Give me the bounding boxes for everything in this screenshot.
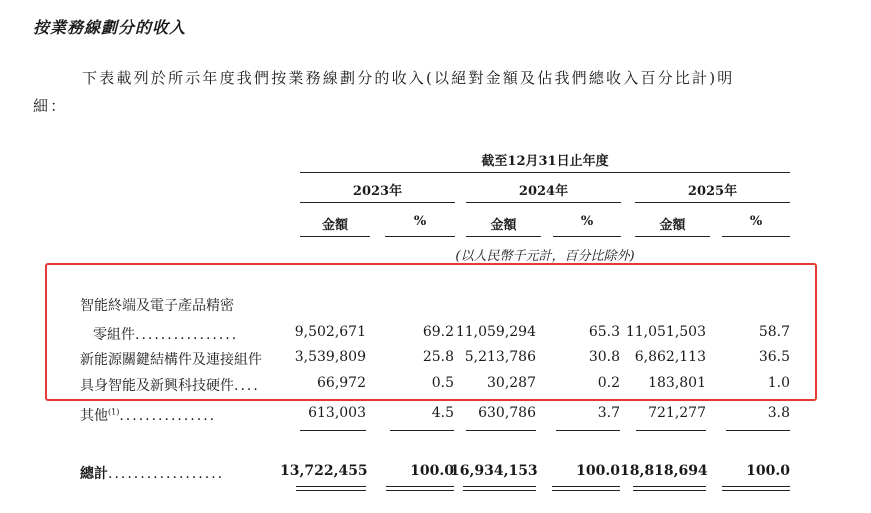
total-value: 18,818,694 [620, 463, 708, 479]
row-label: 新能源關鍵結構件及連接組件 [80, 352, 262, 368]
cell-value: 6,862,113 [634, 349, 706, 365]
cell-value: 0.2 [597, 375, 620, 391]
cell-value: 58.7 [758, 324, 790, 340]
double-underline [296, 486, 366, 491]
total-value: 16,934,153 [450, 463, 538, 479]
row-label: 具身智能及新興科技硬件 [80, 378, 234, 394]
cell-value: 0.5 [431, 375, 454, 391]
cell-value: 3,539,809 [294, 349, 366, 365]
col-underline [466, 236, 541, 237]
row-label: 智能終端及電子產品精密 [80, 298, 234, 314]
intro-paragraph-line-2: 細： [33, 97, 68, 115]
col-underline [553, 236, 621, 237]
cell-value: 721,277 [648, 405, 706, 421]
cell-value: 30,287 [487, 375, 536, 391]
row-label-cont: 零組件 [93, 327, 135, 343]
year-header-2024: 2024年 [518, 184, 569, 199]
sum-line [726, 430, 790, 431]
double-underline [722, 486, 790, 491]
col-amount-2024: 金額 [490, 218, 517, 233]
cell-value: 183,801 [648, 375, 706, 391]
cell-value: 3.7 [597, 405, 620, 421]
col-amount-2025: 金額 [659, 218, 686, 233]
cell-value: 11,051,503 [625, 324, 706, 340]
cell-value: 25.8 [422, 349, 454, 365]
cell-value: 9,502,671 [294, 324, 366, 340]
sum-line [466, 430, 536, 431]
year-header-2023: 2023年 [352, 184, 403, 199]
col-underline [722, 236, 790, 237]
highlight-box [45, 263, 817, 401]
cell-value: 1.0 [767, 375, 790, 391]
leader-dots: ................ [135, 327, 239, 343]
year-header-2025: 2025年 [687, 184, 738, 199]
leader-dots: ............... [119, 408, 217, 424]
cell-value: 65.3 [588, 324, 620, 340]
total-value: 100.0 [576, 463, 620, 479]
total-value: 100.0 [746, 463, 790, 479]
unit-note: (以人民幣千元計，百分比除外) [455, 249, 635, 264]
total-label: 總計 [80, 466, 108, 482]
sum-line [390, 430, 454, 431]
intro-paragraph-line-1: 下表載列於所示年度我們按業務線劃分的收入(以絕對金額及佔我們總收入百分比計)明 [82, 69, 735, 87]
cell-value: 630,786 [478, 405, 536, 421]
sum-line [636, 430, 706, 431]
col-pct-2025: % [749, 214, 763, 229]
total-value: 100.0 [410, 463, 454, 479]
period-header: 截至12月31日止年度 [481, 154, 609, 169]
col-pct-2023: % [413, 214, 427, 229]
total-row [80, 463, 224, 483]
section-heading: 按業務線劃分的收入 [33, 18, 187, 37]
cell-value: 3.8 [767, 405, 790, 421]
double-underline [552, 486, 620, 491]
total-value: 13,722,455 [280, 463, 368, 479]
col-amount-2023: 金額 [321, 218, 348, 233]
footnote-marker: (1) [108, 407, 120, 417]
year-underline-2023 [300, 202, 455, 203]
cell-value: 613,003 [308, 405, 366, 421]
cell-value: 5,213,786 [464, 349, 536, 365]
period-underline [300, 172, 790, 173]
col-underline [635, 236, 710, 237]
col-underline [385, 236, 455, 237]
year-underline-2024 [466, 202, 621, 203]
leader-dots: .................. [108, 466, 225, 482]
col-underline [300, 236, 370, 237]
row-label: 其他 [80, 408, 108, 424]
cell-value: 11,059,294 [455, 324, 536, 340]
cell-value: 36.5 [758, 349, 790, 365]
cell-value: 66,972 [317, 375, 366, 391]
cell-value: 69.2 [422, 324, 454, 340]
col-pct-2024: % [580, 214, 594, 229]
double-underline [633, 486, 706, 491]
table-row [80, 405, 216, 425]
double-underline [386, 486, 454, 491]
sum-line [300, 430, 366, 431]
double-underline [463, 486, 536, 491]
leader-dots: .... [234, 378, 260, 394]
year-underline-2025 [635, 202, 790, 203]
cell-value: 4.5 [431, 405, 454, 421]
sum-line [556, 430, 620, 431]
cell-value: 30.8 [588, 349, 620, 365]
